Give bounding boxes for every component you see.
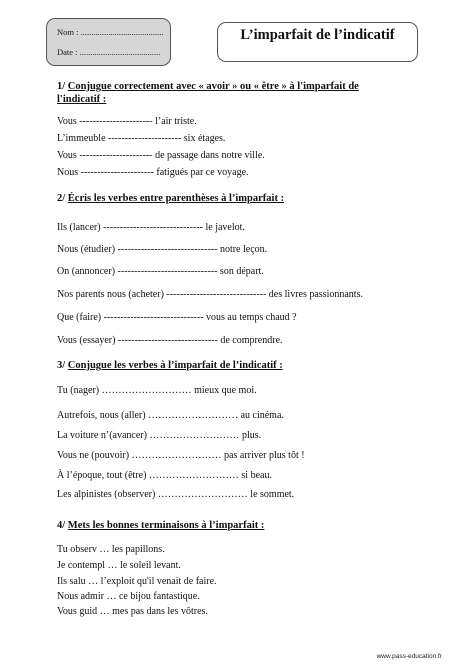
exercise-line: Vous ---------------------- l’air triste.	[57, 116, 197, 127]
exercise-line: On (annoncer) ------------------------------ son départ.	[57, 266, 264, 277]
exercise-line: L’immeuble ---------------------- six étages.	[57, 133, 226, 144]
section-2-instruction: Écris les verbes entre parenthèses à l’imparfait :	[67, 193, 285, 204]
section-4-number: 4/	[57, 520, 66, 531]
section-1-number: 1/	[57, 81, 66, 92]
exercise-line: Nos parents nous (acheter) ------------------------------ des livres passionnants.	[57, 289, 363, 300]
exercise-line: Ils salu … l’exploit qu'il venait de faire.	[57, 576, 217, 587]
exercise-line: Tu observ … les papillons.	[57, 544, 165, 555]
section-3-heading	[57, 359, 283, 372]
section-1-heading	[57, 80, 397, 106]
section-1-instruction: Conjugue correctement avec « avoir » ou « être » à l'imparfait de l'indicatif :	[57, 81, 359, 105]
section-2-number: 2/	[57, 193, 66, 204]
student-info-box	[46, 18, 171, 66]
exercise-line: Nous ---------------------- fatigués par ce voyage.	[57, 167, 249, 178]
name-field: Nom : .......................................	[57, 27, 164, 37]
exercise-line: Vous ---------------------- de passage dans notre ville.	[57, 150, 265, 161]
title-box	[217, 22, 418, 62]
section-4-heading	[57, 519, 264, 532]
page-title: L’imparfait de l’indicatif	[240, 27, 395, 43]
exercise-line: Je contempl … le soleil levant.	[57, 560, 181, 571]
exercise-line: Nous (étudier) ------------------------------ notre leçon.	[57, 244, 268, 255]
exercise-line: Tu (nager) ……………………… mieux que moi.	[57, 385, 257, 396]
exercise-line: Que (faire) ------------------------------ vous au temps chaud ?	[57, 312, 297, 323]
exercise-line: À l’époque, tout (être) ……………………… si beau.	[57, 470, 272, 481]
section-2-heading	[57, 192, 284, 205]
section-3-instruction: Conjugue les verbes à l’imparfait de l’indicatif :	[67, 360, 283, 371]
exercise-line: Nous admir … ce bijou fantastique.	[57, 591, 200, 602]
exercise-line: Autrefois, nous (aller) ……………………… au cinéma.	[57, 410, 284, 421]
exercise-line: Vous guid … mes pas dans les vôtres.	[57, 606, 208, 617]
exercise-line: Ils (lancer) ------------------------------ le javelot.	[57, 222, 245, 233]
date-field: Date : ......................................	[57, 47, 161, 57]
section-4-instruction: Mets les bonnes terminaisons à l’imparfait :	[67, 520, 265, 531]
section-3-number: 3/	[57, 360, 66, 371]
footer-url: www.pass-education.fr	[376, 653, 442, 660]
exercise-line: Vous (essayer) ------------------------------ de comprendre.	[57, 335, 283, 346]
exercise-line: La voiture n’(avancer) ……………………… plus.	[57, 430, 262, 441]
exercise-line: Vous ne (pouvoir) ……………………… pas arriver plus tôt !	[57, 450, 305, 461]
exercise-line: Les alpinistes (observer) ……………………… le sommet.	[57, 489, 295, 500]
